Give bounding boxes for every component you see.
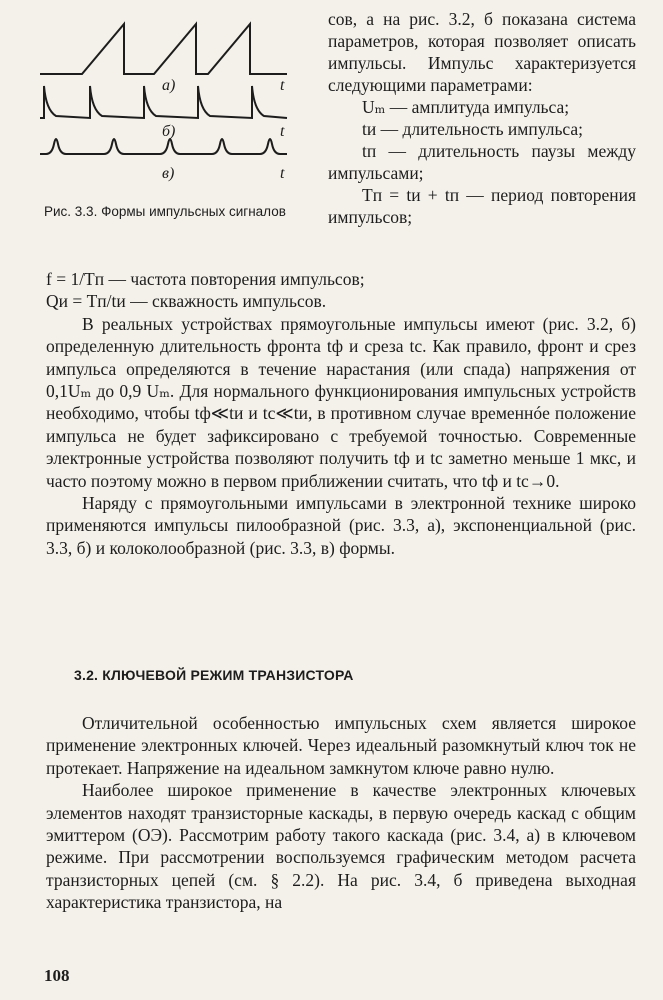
definition-pause: tп — длительность паузы между импульсами; [328,141,636,183]
label-a: а) [162,77,176,94]
axis-t-a: t [280,77,285,94]
definition-duty: Qи = Tп/tи — скважность импульсов. [46,291,327,312]
section-heading: 3.2. КЛЮЧЕВОЙ РЕЖИМ ТРАНЗИСТОРА [74,667,354,683]
axis-t-b: t [280,123,285,140]
definition-duration: tи — длительность импульса; [362,119,584,139]
label-c: в) [162,165,175,182]
label-b: б) [162,123,176,140]
paragraph: Наряду с прямоугольными импульсами в электронной технике широко применяются импульсы пилообразной (рис. 3.3, а), экспоненциальной (рис. 3.3, б) и колоколообразной (рис. 3.3, в) формы. [46,493,636,558]
main-text [46,268,636,559]
paragraph: Наиболее широкое применение в качестве электронных ключевых элементов находят транзисторные каскады, в первую очередь каскад с общим эмиттером (ОЭ). Рассмотрим работу такого каскада (рис. 3.4, а) в ключевом режиме. При рассмотрении воспользуемся графическим методом расчета транзисторных цепей (см. § 2.2). На рис. 3.4, б приведена выходная характеристика транзистора, на [46,780,636,913]
definition-period: Tп = tи + tп — период повторения импульсов; [328,185,636,227]
paragraph: Отличительной особенностью импульсных схем является широкое применение электронных ключей. Через идеальный разомкнутый ключ ток не протекает. Напряжение на идеальном замкнутом ключе равно нулю. [46,713,636,778]
definition-frequency: f = 1/Tп — частота повторения импульсов; [46,269,365,289]
figure-caption: Рис. 3.3. Формы импульсных сигналов [44,204,286,219]
axis-t-c: t [280,165,285,182]
sawtooth-waveform [40,24,287,74]
side-column [328,8,636,228]
page-number: 108 [44,966,70,985]
definition-amplitude: Uₘ — амплитуда импульса; [362,97,570,117]
pulse-shapes-figure [32,10,302,190]
paragraph: В реальных устройствах прямоугольные импульсы имеют (рис. 3.2, б) определенную длительность фронта tф и среза tс. Как правило, фронт и срез импульса определяются в течение нарастания (или спада) напряжения от 0,1Uₘ до 0,9 Uₘ. Для нормального функционирования импульсных устройств необходимо, чтобы tф≪tи и tс≪tи, в противном случае временнóе положение импульса не будет зафиксировано с требуемой точностью. Современные электронные устройства позволяют получить tф и tс заметно меньше 1 мкс, и часто поэтому можно в первом приближении считать, что tф и tс→0. [46,313,636,491]
bell-waveform [40,139,287,154]
paragraph: сов, а на рис. 3.2, б показана система параметров, которая позволяет описать импульсы. Импульс характеризуется следующими параметрами: [328,9,636,95]
section-text [46,712,636,914]
